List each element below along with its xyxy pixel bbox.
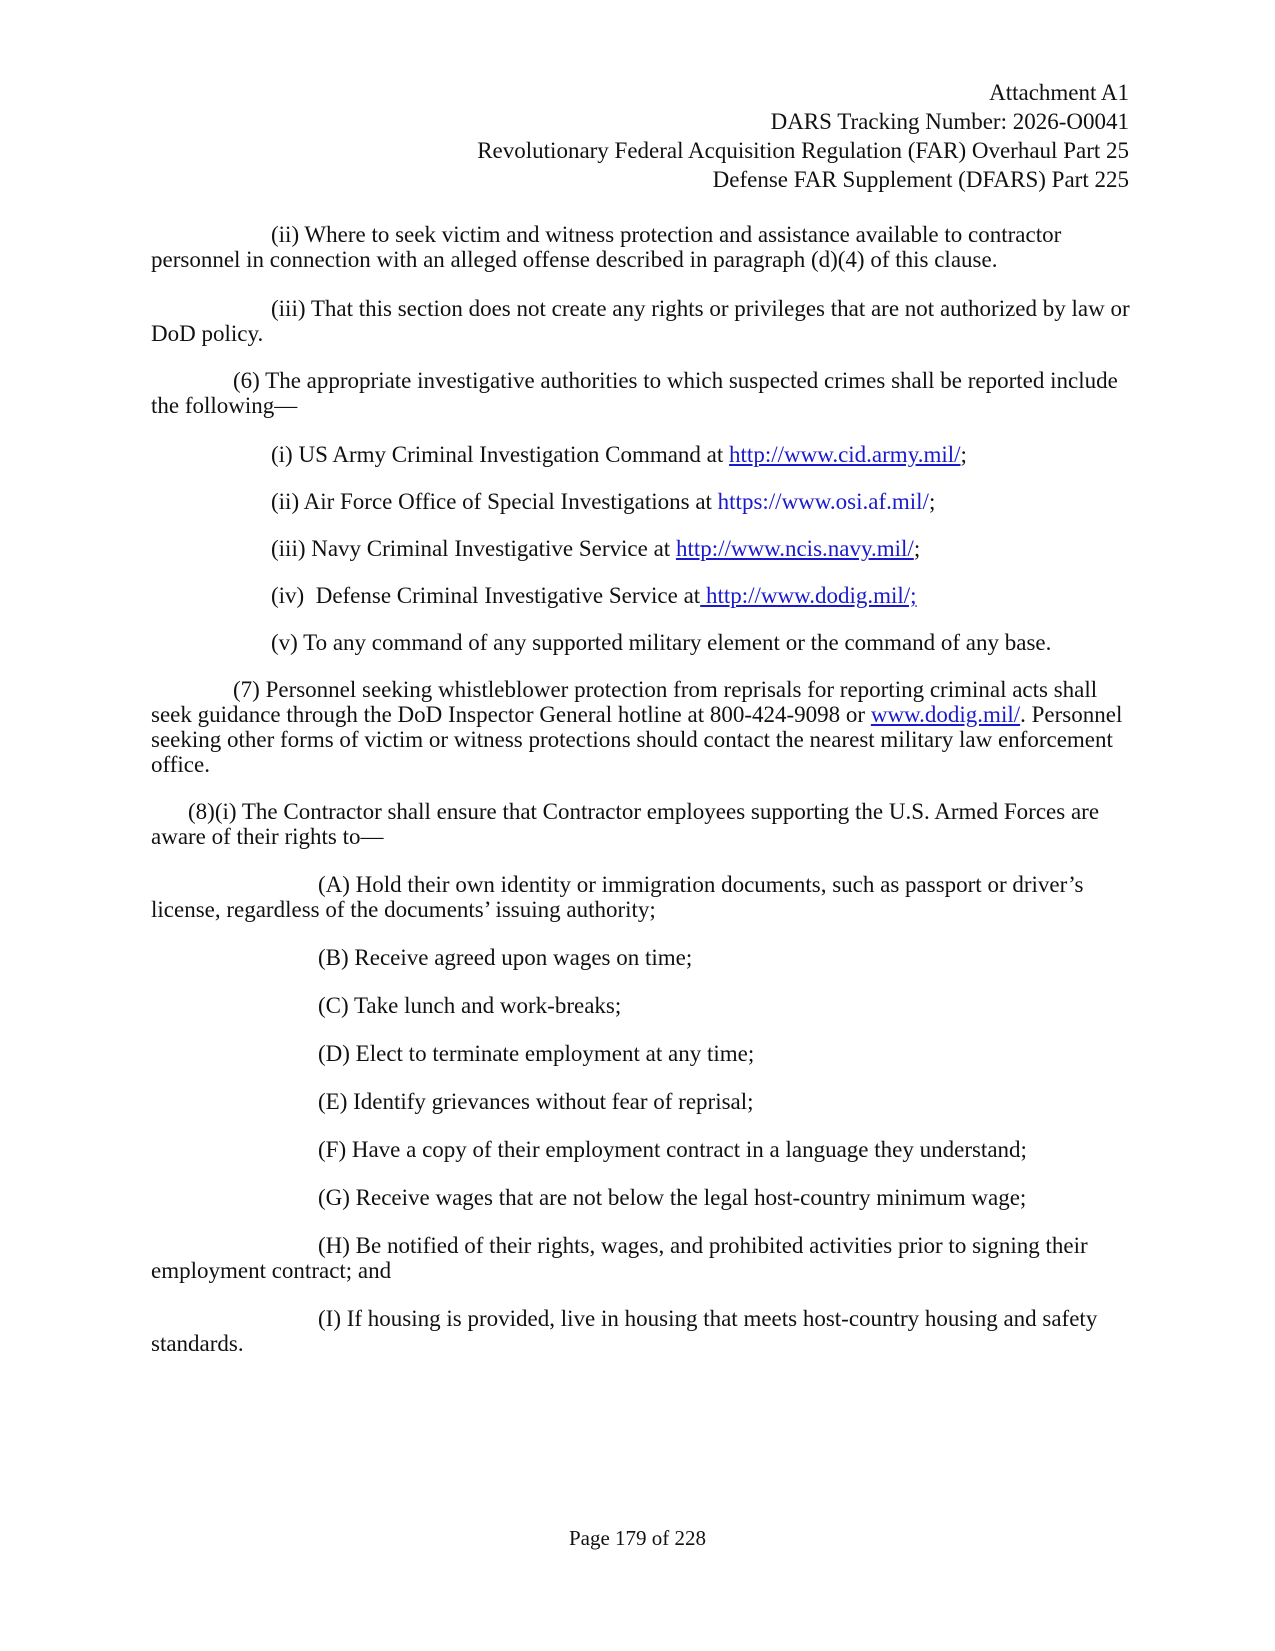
header-dfars-part: Defense FAR Supplement (DFARS) Part 225 xyxy=(712,167,1129,192)
header-tracking-number: DARS Tracking Number: 2026-O0041 xyxy=(770,109,1129,134)
right-item-d: (D) Elect to terminate employment at any time; xyxy=(318,1041,755,1066)
authority-item-command: (v) To any command of any supported military element or the command of any base. xyxy=(271,630,1052,655)
right-item-b: (B) Receive agreed upon wages on time; xyxy=(318,945,693,970)
paragraph-5-ii: (ii) Where to seek victim and witness protection and assistance available to contractor personnel in connection with an alleged offense described in paragraph (d)(4) of this clause. xyxy=(151,222,1062,272)
osi-link[interactable]: https://www.osi.af.mil/ xyxy=(717,489,929,514)
paragraph-6: (6) The appropriate investigative authorities to which suspected crimes shall be reported include the following— xyxy=(151,368,1118,418)
document-body xyxy=(151,222,1131,1379)
item-punctuation: ; xyxy=(913,536,921,561)
header-attachment: Attachment A1 xyxy=(989,80,1129,105)
right-item-h: (H) Be notified of their rights, wages, and prohibited activities prior to signing their employment contract; and xyxy=(151,1233,1088,1283)
army-cid-link[interactable]: http://www.cid.army.mil/ xyxy=(729,442,961,467)
right-item-a: (A) Hold their own identity or immigration documents, such as passport or driver’s license, regardless of the documents’ issuing authority; xyxy=(151,872,1084,922)
authority-item-label: (iii) Navy Criminal Investigative Service at xyxy=(271,536,676,561)
authority-item-label: (iv) Defense Criminal Investigative Service at xyxy=(271,583,701,608)
dodig-hotline-link[interactable]: www.dodig.mil/ xyxy=(870,702,1021,727)
paragraph-7 xyxy=(151,677,1131,777)
authority-item-air-force xyxy=(151,489,1131,514)
paragraph-8-i: (8)(i) The Contractor shall ensure that Contractor employees supporting the U.S. Armed Forces are aware of their rights to— xyxy=(151,799,1100,849)
authority-item-army xyxy=(151,442,1131,467)
page-number: Page 179 of 228 xyxy=(568,1526,707,1550)
paragraph-5-iii: (iii) That this section does not create any rights or privileges that are not authorized by law or DoD policy. xyxy=(151,296,1130,346)
ncis-link[interactable]: http://www.ncis.navy.mil/ xyxy=(675,536,914,561)
dodig-link[interactable]: http://www.dodig.mil/; xyxy=(700,583,917,608)
authority-item-dcis xyxy=(151,583,1131,608)
right-item-e: (E) Identify grievances without fear of reprisal; xyxy=(318,1089,754,1114)
paragraph-7-text-end: . Personnel seeking other forms of victim or witness protections should contact the nearest military law enforcement office. xyxy=(151,702,1123,777)
right-item-c: (C) Take lunch and work-breaks; xyxy=(318,993,622,1018)
item-punctuation: ; xyxy=(960,442,967,467)
paragraph-7-text: (7) Personnel seeking whistleblower protection from reprisals for reporting criminal acts shall seek guidance through the DoD Inspector General hotline at 800-424-9098 or xyxy=(151,677,1098,727)
right-item-i: (I) If housing is provided, live in housing that meets host-country housing and safety standards. xyxy=(151,1306,1098,1356)
item-punctuation: ; xyxy=(928,489,936,514)
authority-item-navy xyxy=(151,536,1131,561)
header-far-part: Revolutionary Federal Acquisition Regulation (FAR) Overhaul Part 25 xyxy=(477,138,1129,163)
authority-item-label: (i) US Army Criminal Investigation Command at xyxy=(271,442,730,467)
authority-item-label: (ii) Air Force Office of Special Investigations at xyxy=(271,489,718,514)
page-header xyxy=(477,78,1129,194)
right-item-f: (F) Have a copy of their employment contract in a language they understand; xyxy=(318,1137,1027,1162)
right-item-g: (G) Receive wages that are not below the legal host-country minimum wage; xyxy=(318,1185,1027,1210)
